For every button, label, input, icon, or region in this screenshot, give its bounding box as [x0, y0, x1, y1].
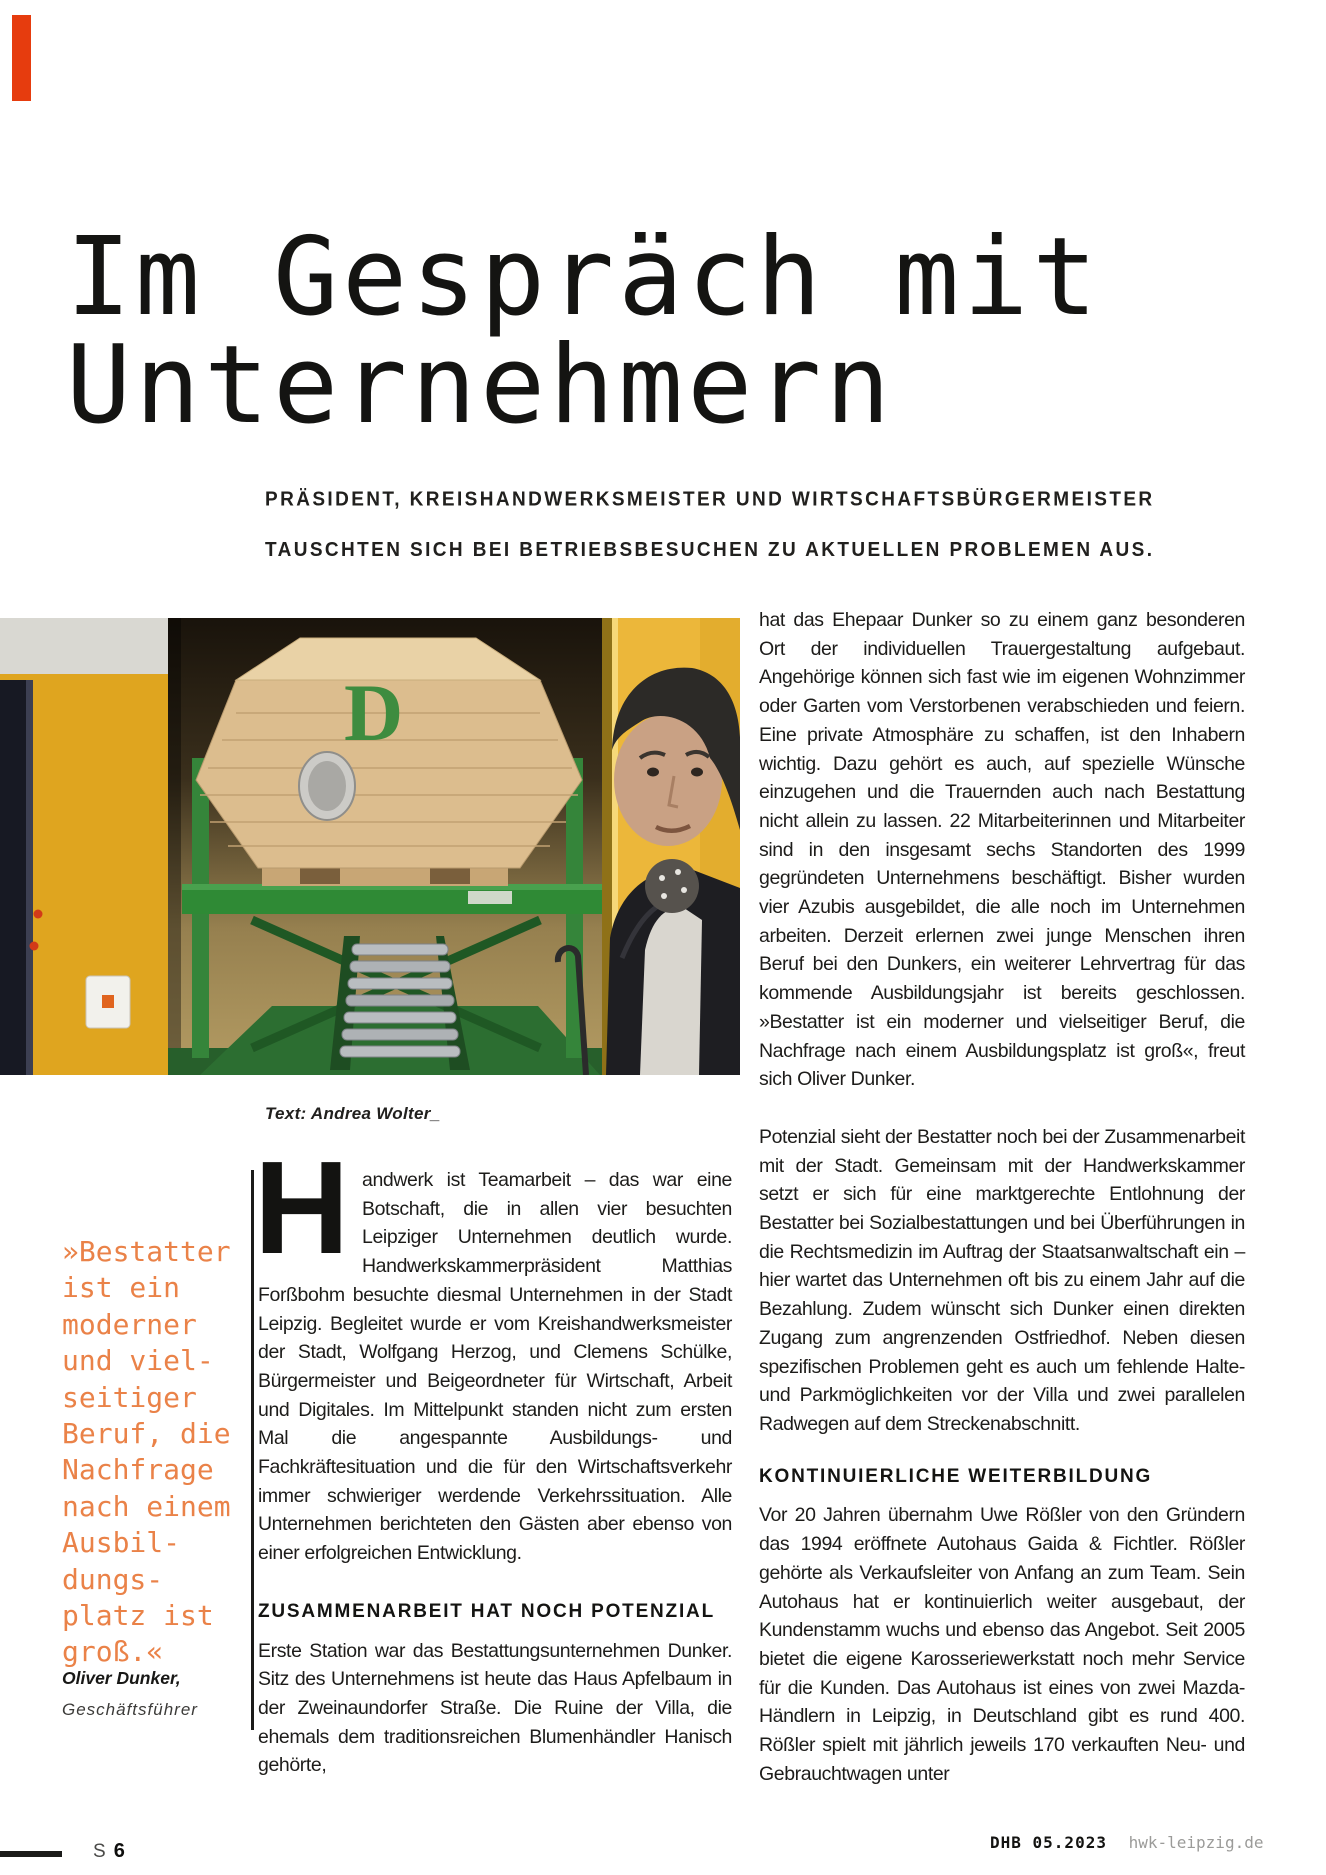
pull-quote-line: Beruf, die: [62, 1417, 231, 1451]
pull-quote-line: groß.«: [62, 1635, 164, 1669]
photo-caption: Text: Andrea Wolter_: [265, 1104, 441, 1123]
pull-quote-line: Ausbil-: [62, 1526, 181, 1560]
pull-quote-line: nach einem: [62, 1489, 231, 1523]
coffin-logo: D: [344, 667, 404, 758]
footer-rule: [0, 1851, 62, 1857]
page-title-line2: Unternehmern: [66, 323, 895, 448]
coffin: [196, 638, 582, 868]
page-subtitle-line1: PRÄSIDENT, KREISHANDWERKSMEISTER UND WIRTSCHAFTSBÜRGERMEISTER: [265, 488, 1155, 511]
article-paragraph: Potenzial sieht der Bestatter noch bei der Zusammenarbeit mit der Stadt. Gemeinsam mit der Handwerkskammer setzt er sich für eine marktgerechte Entlohnung der Bestatter bei Sozialbestattungen und bei Überführungen in die Rechtsmedizin im Auftrag der Staatsanwaltschaft ein – hier wartet das Unternehmen oft bis zu einem Jahr auf die Bezahlung. Zudem wünscht sich Dunker einen direkten Zugang zum angrenzenden Ostfriedhof. Neben diesen spezifischen Problemen geht es auch um fehlende Halte- und Parkmöglichkeiten vor der Villa und zwei parallelen Radwegen auf dem Streckenabschnitt.: [759, 1125, 1245, 1435]
lift-label: [468, 891, 512, 904]
section-heading-2: KONTINUIERLICHE WEITERBILDUNG: [759, 1465, 1153, 1487]
page-number: [93, 1840, 125, 1863]
quote-author-role: Geschäftsführer: [62, 1700, 198, 1719]
quote-author: Oliver Dunker,: [62, 1668, 181, 1688]
article-photo: [0, 618, 740, 1075]
pull-quote: [62, 1234, 262, 1671]
photo-illustration: [0, 618, 740, 1075]
section-heading-1: ZUSAMMENARBEIT HAT NOCH POTENZIAL: [258, 1600, 715, 1622]
article-paragraph: hat das Ehepaar Dunker so zu einem ganz besonderen Ort der individuellen Trauergestaltung aufgebaut. Angehörige können sich fast wie im eigenen Wohnzimmer oder Garten vom Verstorbenen verabschieden und feiern. Eine private Atmosphäre zu schaffen, ist den Inhabern wichtig. Dazu gehört es auch, auf spezielle Wünsche einzugehen und die Trauernden auch nach Bestattung nicht allein zu lassen. 22 Mitarbeiterinnen und Mitarbeiter sind in den insgesamt sechs Standorten des 1999 gegründeten Unternehmens beschäftigt. Bisher wurden vier Azubis ausgebildet, die alle noch im Unternehmen arbeiten. Derzeit erlernen zwei junge Menschen ihren Beruf bei den Dunkers, ein weiterer Lehrvertrag für das kommende Ausbildungsjahr ist bereits geschlossen. »Bestatter ist ein moderner und vielseitiger Beruf, die Nachfrage nach einem Ausbildungsplatz ist groß«, freut sich Oliver Dunker.: [759, 609, 1245, 1091]
pull-quote-line: seitiger: [62, 1380, 197, 1414]
page-title: [66, 215, 1102, 448]
pull-quote-line: und viel-: [62, 1344, 214, 1378]
website-label: hwk-leipzig.de: [1128, 1833, 1264, 1852]
corner-accent-bar: [12, 15, 31, 101]
doorway: [0, 680, 26, 1075]
pull-quote-line: »Bestatter: [62, 1235, 231, 1268]
roller-conveyor: [340, 944, 460, 1057]
article-column-left: [254, 1134, 732, 1780]
ceiling-strip: [0, 618, 170, 674]
drop-cap: H: [254, 1134, 349, 1281]
pull-quote-line: ist ein: [62, 1271, 181, 1305]
pull-quote-line: Nachfrage: [62, 1453, 214, 1487]
pull-quote-line: dungs-: [62, 1562, 164, 1596]
article-column-right: [759, 606, 1245, 1788]
page-title-line1: Im Gespräch mit: [66, 215, 1102, 340]
indicator-dot: [34, 910, 43, 919]
pull-quote-line: platz ist: [62, 1599, 214, 1633]
footer-right: [990, 1833, 1263, 1852]
pallet: [262, 866, 508, 886]
page-subtitle: [265, 474, 1155, 576]
page-subtitle-line2: TAUSCHTEN SICH BEI BETRIEBSBESUCHEN ZU AKTUELLEN PROBLEMEN AUS.: [265, 538, 1155, 562]
article-paragraph: Vor 20 Jahren übernahm Uwe Rößler von den Gründern das 1994 eröffnete Autohaus Gaida & Fichtler. Rößler gehörte als Verkaufsleiter von Anfang an zum Team. Sein Autohaus hat er kontinuierlich weiter ausgebaut, der Kundenstamm wuchs und ebenso das Angebot. Seit 2005 bietet die eigene Karosseriewerkstatt noch mehr Service für die Kunden. Das Autohaus ist eines von zwei Mazda-Händlern in Leipzig, in Deutschland gibt es rund 400. Rößler spielt mit jährlich jeweils 170 verkauften Neu- und Gebrauchtwagen unter: [759, 1504, 1245, 1785]
indicator-dot: [30, 942, 39, 951]
article-paragraph: Erste Station war das Bestattungsunternehmen Dunker. Sitz des Unternehmens ist heute das Haus Apfelbaum in der Zweinaundorfer Straße. Die Ruine der Villa, die ehemals dem traditionsreichen Blumenhändler Hanisch gehörte,: [258, 1639, 732, 1777]
pull-quote-line: moderner: [62, 1307, 197, 1341]
article-paragraph: andwerk ist Teamarbeit – das war eine Botschaft, die in allen vier besuchten Leipziger Unternehmen deutlich wurde. Handwerkskammerpräsident Matthias Forßbohm besuchte diesmal Unternehmen in der Stadt Leipzig. Begleitet wurde er vom Kreishandwerksmeister der Stadt, Wolfgang Herzog, und Clemens Schülke, Bürgermeister und Beigeordneter für Wirtschaft, Arbeit und Digitales. Im Mittelpunkt standen nicht zum ersten Mal die angespannte Ausbildungs- und Fachkräftesituation und die für den Wirtschaftsverkehr immer schwieriger werdende Verkehrssituation. Alle Unternehmen berichteten den Gästen aber ebenso von einer erfolgreichen Entwicklung.: [258, 1169, 732, 1565]
page-number-value: 6: [113, 1840, 125, 1862]
issue-label: DHB 05.2023: [990, 1833, 1107, 1852]
page-number-label: S: [93, 1841, 108, 1862]
